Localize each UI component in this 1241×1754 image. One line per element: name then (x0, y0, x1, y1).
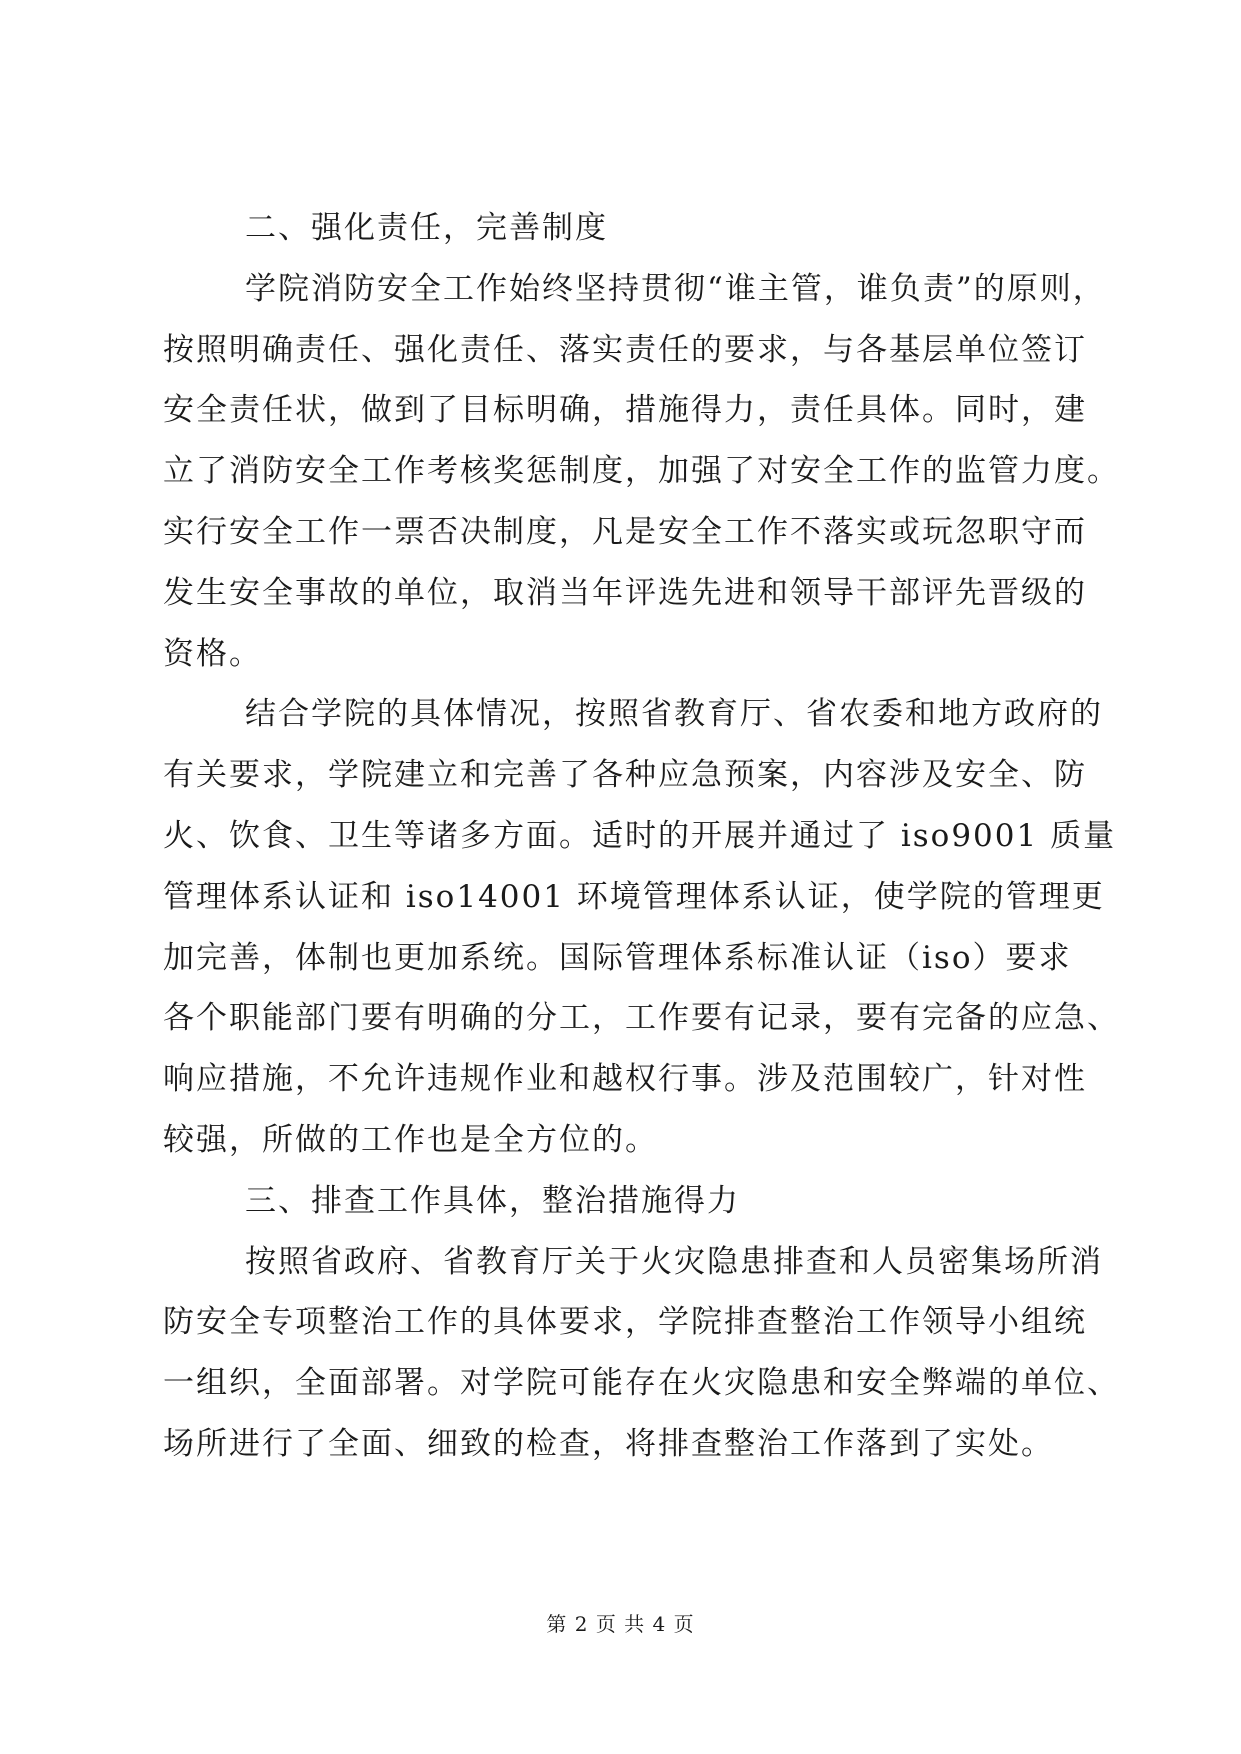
paragraph-line: 火、饮食、卫生等诸多方面。适时的开展并通过了 iso9001 质量 (163, 817, 1117, 854)
paragraph-line: 学院消防安全工作始终坚持贯彻“谁主管，谁负责”的原则， (245, 270, 1106, 307)
paragraph-line: 响应措施，不允许违规作业和越权行事。涉及范围较广，针对性 (163, 1061, 1087, 1098)
paragraph-line: 实行安全工作一票否决制度，凡是安全工作不落实或玩忽职守而 (163, 513, 1087, 550)
paragraph-line: 较强，所做的工作也是全方位的。 (163, 1121, 658, 1158)
paragraph-line: 立了消防安全工作考核奖惩制度，加强了对安全工作的监管力度。 (163, 453, 1120, 490)
paragraph-line: 结合学院的具体情况，按照省教育厅、省农委和地方政府的 (245, 696, 1103, 733)
paragraph-line: 管理体系认证和 iso14001 环境管理体系认证，使学院的管理更 (163, 878, 1105, 915)
paragraph-line: 防安全专项整治工作的具体要求，学院排查整治工作领导小组统 (163, 1304, 1087, 1341)
paragraph-line: 安全责任状，做到了目标明确，措施得力，责任具体。同时，建 (163, 392, 1087, 429)
paragraph-line: 加完善，体制也更加系统。国际管理体系标准认证（iso）要求 (163, 939, 1072, 976)
paragraph-line: 资格。 (163, 635, 262, 672)
paragraph-line: 发生安全事故的单位，取消当年评选先进和领导干部评先晋级的 (163, 574, 1087, 611)
paragraph-line: 按照明确责任、强化责任、落实责任的要求，与各基层单位签订 (163, 331, 1087, 368)
section-heading: 二、强化责任，完善制度 (245, 210, 608, 246)
page-number-footer: 第 2 页 共 4 页 (546, 1612, 695, 1636)
paragraph-line: 场所进行了全面、细致的检查，将排查整治工作落到了实处。 (163, 1425, 1054, 1462)
paragraph-line: 按照省政府、省教育厅关于火灾隐患排查和人员密集场所消 (245, 1243, 1103, 1280)
paragraph-line: 各个职能部门要有明确的分工，工作要有记录，要有完备的应急、 (163, 1000, 1120, 1037)
section-heading: 三、排查工作具体，整治措施得力 (245, 1182, 740, 1219)
document-body (163, 198, 1120, 1475)
paragraph-line: 有关要求，学院建立和完善了各种应急预案，内容涉及安全、防 (163, 757, 1087, 794)
paragraph-line: 一组织，全面部署。对学院可能存在火灾隐患和安全弊端的单位、 (163, 1365, 1120, 1402)
